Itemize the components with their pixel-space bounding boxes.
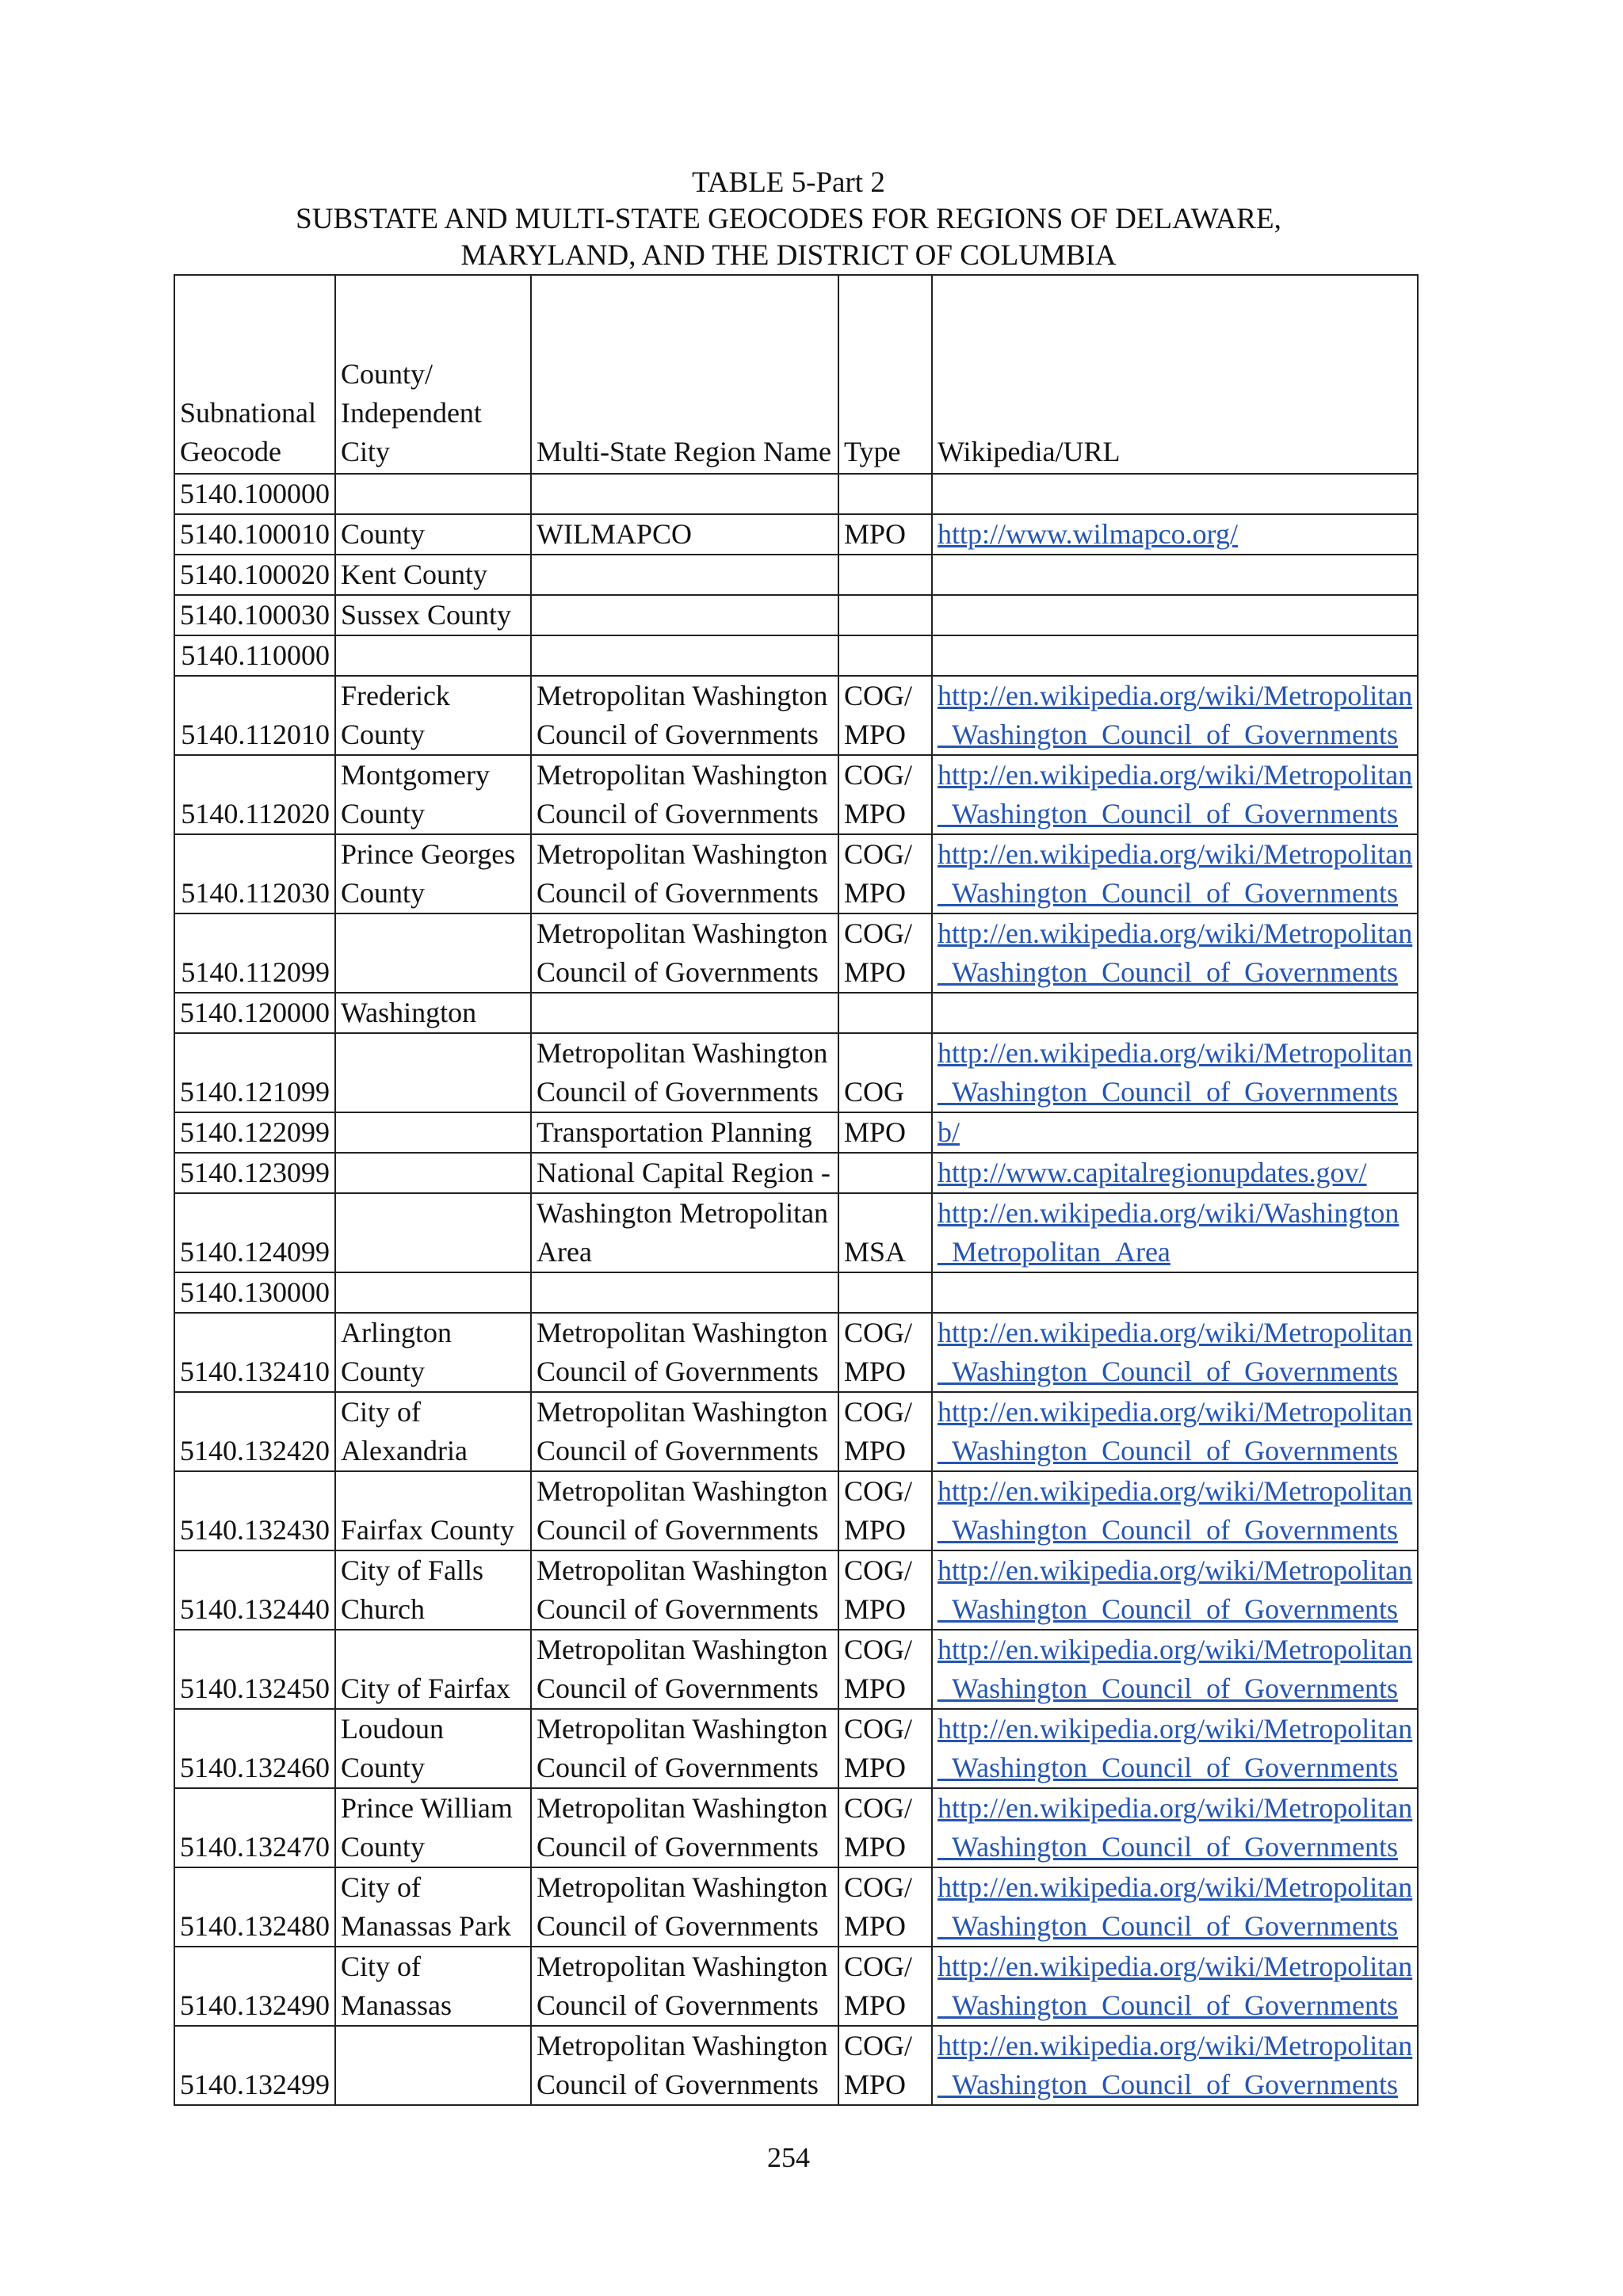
wikipedia-link[interactable]: http://en.wikipedia.org/wiki/Metropolitan [938,759,1413,791]
type-line: MPO [844,1356,907,1387]
region-cell [531,555,838,595]
table-row [174,1630,1418,1709]
wikipedia-link[interactable]: _Washington_Council_of_Governments [938,1910,1399,1942]
type-cell [838,514,932,555]
table-row [174,1550,1418,1630]
county-cell [335,474,531,514]
geocode-cell: 5140.132490 [174,1947,335,2026]
wikipedia-link[interactable]: _Washington_Council_of_Governments [938,1435,1399,1466]
type-cell [838,1471,932,1550]
region-cell [531,1630,838,1709]
type-cell [838,1313,932,1392]
county-cell [335,1867,531,1947]
county-cell [335,1033,531,1112]
url-cell [932,1112,1418,1153]
geocode-cell: 5140.132480 [174,1867,335,1947]
geocode-cell: 5140.132430 [174,1471,335,1550]
type-line: COG [844,1076,905,1108]
geocode-cell: 5140.112099 [174,913,335,993]
type-line: COG/ [844,1554,913,1586]
region-line: Metropolitan Washington [537,1792,828,1824]
county-cell [335,1313,531,1392]
region-line: WILMAPCO [537,518,692,550]
region-cell [531,1033,838,1112]
region-cell [531,2026,838,2105]
type-cell [838,913,932,993]
wikipedia-link[interactable]: _Washington_Council_of_Governments [938,877,1399,909]
county-line: County [341,798,426,830]
geocode-cell: 5140.100030 [174,595,335,635]
region-cell [531,514,838,555]
url-cell [932,1471,1418,1550]
county-line: Washington [341,997,477,1028]
table-row [174,555,1418,595]
region-cell [531,834,838,913]
county-cell [335,555,531,595]
type-cell [838,555,932,595]
url-cell [932,834,1418,913]
county-cell [335,834,531,913]
county-line: County [341,518,426,550]
type-cell [838,1867,932,1947]
table-row [174,1193,1418,1272]
region-line: Council of Governments [537,877,819,909]
url-cell [932,1153,1418,1193]
county-cell [335,1272,531,1313]
url-cell [932,1392,1418,1471]
geocode-cell: 5140.122099 [174,1112,335,1153]
county-cell [335,514,531,555]
type-line: COG/ [844,1871,913,1903]
geocode-cell: 5140.112020 [174,755,335,834]
geocode-cell: 5140.132460 [174,1709,335,1788]
wikipedia-link[interactable]: http://en.wikipedia.org/wiki/Washington [938,1197,1400,1229]
header-geocode: Subnational Geocode [174,275,335,474]
region-line: National Capital Region - [537,1157,831,1188]
type-line: MPO [844,798,907,830]
type-line: MPO [844,1514,907,1546]
table-row [174,755,1418,834]
type-line: MPO [844,1672,907,1704]
region-cell [531,676,838,755]
region-cell [531,1153,838,1193]
url-cell [932,1550,1418,1630]
region-line: Council of Governments [537,1076,819,1108]
county-line: Prince William [341,1792,513,1824]
table-title [0,165,1577,274]
county-line [341,1630,525,1669]
county-line: Alexandria [341,1435,468,1466]
county-line: Sussex County [341,599,512,631]
geocode-cell: 5140.100010 [174,514,335,555]
wikipedia-link[interactable]: _Washington_Council_of_Governments [938,2069,1399,2100]
region-line: Council of Governments [537,719,819,750]
table-row [174,1947,1418,2026]
region-cell [531,1947,838,2026]
county-cell [335,635,531,676]
url-cell [932,555,1418,595]
region-cell [531,1550,838,1630]
wikipedia-link[interactable]: http://en.wikipedia.org/wiki/Metropolitan [938,680,1413,711]
header-region: Multi-State Region Name [531,275,838,474]
url-cell [932,913,1418,993]
table-row [174,1471,1418,1550]
wikipedia-link[interactable]: http://www.capitalregionupdates.gov/ [938,1157,1367,1188]
type-cell [838,1272,932,1313]
county-line: City of [341,1871,422,1903]
url-cell [932,1193,1418,1272]
region-line: Council of Governments [537,1831,819,1863]
type-line: MPO [844,1752,907,1783]
region-line: Council of Governments [537,1752,819,1783]
region-cell [531,1272,838,1313]
county-line: City of Fairfax [341,1672,510,1704]
wikipedia-link[interactable]: _Metropolitan_Area [938,1236,1170,1268]
type-line: COG/ [844,1713,913,1745]
geocode-cell: 5140.100020 [174,555,335,595]
wikipedia-link[interactable]: _Washington_Council_of_Governments [938,1514,1399,1546]
county-line: City of Falls [341,1554,484,1586]
county-line: Manassas Park [341,1910,511,1942]
type-line: MPO [844,1593,907,1625]
type-line [844,1194,926,1233]
header-county: County/ Independent City [335,275,531,474]
geocode-cell: 5140.132470 [174,1788,335,1867]
county-cell [335,1550,531,1630]
type-cell [838,1112,932,1153]
type-line: MPO [844,1910,907,1942]
county-cell [335,1153,531,1193]
county-cell [335,676,531,755]
wikipedia-link[interactable]: http://en.wikipedia.org/wiki/Metropolitan [938,1396,1413,1428]
table-row [174,2026,1418,2105]
url-cell [932,1272,1418,1313]
wikipedia-link[interactable]: http://en.wikipedia.org/wiki/Metropolitan [938,1037,1413,1069]
region-line: Council of Governments [537,1435,819,1466]
type-line: COG/ [844,1317,913,1348]
county-line: Loudoun [341,1713,444,1745]
wikipedia-link[interactable]: http://www.wilmapco.org/ [938,518,1238,550]
region-line: Transportation Planning [537,1116,812,1148]
region-line: Washington Metropolitan [537,1197,829,1229]
wikipedia-link[interactable]: http://en.wikipedia.org/wiki/Metropolitan [938,1792,1413,1824]
region-line: Council of Governments [537,798,819,830]
table-row [174,635,1418,676]
county-line: Prince Georges [341,838,516,870]
wikipedia-link[interactable]: http://en.wikipedia.org/wiki/Metropolitan [938,1475,1413,1507]
region-line: Metropolitan Washington [537,838,828,870]
url-cell [932,993,1418,1033]
table-title-line2: SUBSTATE AND MULTI-STATE GEOCODES FOR REGIONS OF DELAWARE, [296,203,1281,235]
county-line: City of [341,1396,422,1428]
county-cell [335,2026,531,2105]
geocode-table [174,274,1419,2106]
type-cell [838,834,932,913]
type-line: COG/ [844,838,913,870]
header-row [174,275,1418,474]
table-row [174,1272,1418,1313]
type-line: COG/ [844,1475,913,1507]
county-line: Montgomery [341,759,490,791]
url-cell [932,1033,1418,1112]
county-cell [335,755,531,834]
region-line: Metropolitan Washington [537,2030,828,2061]
header-url: Wikipedia/URL [932,275,1418,474]
county-cell [335,1947,531,2026]
table-row [174,514,1418,555]
url-cell [932,1947,1418,2026]
region-line: Council of Governments [537,1672,819,1704]
url-cell [932,2026,1418,2105]
table-row [174,1709,1418,1788]
type-line: COG/ [844,1951,913,1982]
type-line: MPO [844,1435,907,1466]
geocode-cell: 5140.132499 [174,2026,335,2105]
region-cell [531,1313,838,1392]
wikipedia-link[interactable]: _Washington_Council_of_Governments [938,1356,1399,1387]
wikipedia-link[interactable]: http://en.wikipedia.org/wiki/Metropolitan [938,1317,1413,1348]
wikipedia-link[interactable]: _Washington_Council_of_Governments [938,798,1399,830]
type-cell [838,1788,932,1867]
table-row [174,595,1418,635]
county-line: County [341,1356,426,1387]
wikipedia-link[interactable]: http://en.wikipedia.org/wiki/Metropolitan [938,1871,1413,1903]
type-line: MPO [844,719,907,750]
county-line: Frederick [341,680,450,711]
url-cell [932,474,1418,514]
region-cell [531,1392,838,1471]
region-line: Council of Governments [537,1514,819,1546]
region-line: Metropolitan Washington [537,1475,828,1507]
region-line: Council of Governments [537,956,819,988]
region-line: Metropolitan Washington [537,1037,828,1069]
type-line: MPO [844,1989,907,2021]
region-line: Council of Governments [537,1356,819,1387]
county-line: City of [341,1951,422,1982]
region-line: Council of Governments [537,2069,819,2100]
table-row [174,1788,1418,1867]
county-line: County [341,1752,426,1783]
county-cell [335,1630,531,1709]
geocode-cell: 5140.121099 [174,1033,335,1112]
url-cell [932,595,1418,635]
table-row [174,1313,1418,1392]
type-line [844,1034,926,1073]
county-line: County [341,877,426,909]
wikipedia-link[interactable]: http://en.wikipedia.org/wiki/Metropolitan [938,1554,1413,1586]
region-cell [531,1112,838,1153]
type-line: MPO [844,1116,907,1148]
type-cell [838,1630,932,1709]
county-line: Fairfax County [341,1514,514,1546]
geocode-cell: 5140.132450 [174,1630,335,1709]
county-cell [335,1709,531,1788]
table-row [174,993,1418,1033]
url-cell [932,514,1418,555]
type-cell [838,595,932,635]
table-row [174,1033,1418,1112]
table-row [174,1867,1418,1947]
type-cell [838,1153,932,1193]
region-line: Metropolitan Washington [537,1713,828,1745]
type-line: COG/ [844,759,913,791]
geocode-cell: 5140.120000 [174,993,335,1033]
type-cell [838,1550,932,1630]
wikipedia-link[interactable]: http://en.wikipedia.org/wiki/Metropolitan [938,1634,1413,1665]
geocode-cell: 5140.110000 [174,635,335,676]
type-cell [838,474,932,514]
type-cell [838,755,932,834]
wikipedia-link[interactable]: _Washington_Council_of_Governments [938,1672,1399,1704]
type-cell [838,2026,932,2105]
url-cell [932,1313,1418,1392]
table-body [174,474,1418,2105]
region-line: Metropolitan Washington [537,1951,828,1982]
wikipedia-link[interactable]: _Washington_Council_of_Governments [938,1831,1399,1863]
region-line: Area [537,1236,592,1268]
geocode-cell: 5140.132420 [174,1392,335,1471]
region-line: Metropolitan Washington [537,1317,828,1348]
table-row [174,1112,1418,1153]
wikipedia-link[interactable]: b/ [938,1116,960,1148]
type-line: COG/ [844,1792,913,1824]
region-line: Metropolitan Washington [537,680,828,711]
table-title-line1: TABLE 5-Part 2 [692,166,885,199]
county-line: Kent County [341,559,487,590]
wikipedia-link[interactable]: _Washington_Council_of_Governments [938,719,1399,750]
wikipedia-link[interactable]: http://en.wikipedia.org/wiki/Metropolitan [938,2030,1413,2061]
wikipedia-link[interactable]: _Washington_Council_of_Governments [938,1989,1399,2021]
county-cell [335,595,531,635]
header-type: Type [838,275,932,474]
county-cell [335,1112,531,1153]
region-cell [531,755,838,834]
url-cell [932,1867,1418,1947]
wikipedia-link[interactable]: http://en.wikipedia.org/wiki/Metropolitan [938,838,1413,870]
wikipedia-link[interactable]: http://en.wikipedia.org/wiki/Metropolitan [938,1713,1413,1745]
region-cell [531,474,838,514]
geocode-cell: 5140.100000 [174,474,335,514]
type-cell [838,676,932,755]
wikipedia-link[interactable]: _Washington_Council_of_Governments [938,1076,1399,1108]
table-row [174,676,1418,755]
type-cell [838,1392,932,1471]
type-cell [838,1947,932,2026]
region-line: Council of Governments [537,1989,819,2021]
region-line: Council of Governments [537,1910,819,1942]
type-line: COG/ [844,1634,913,1665]
geocode-cell: 5140.112010 [174,676,335,755]
page-number: 254 [767,2142,810,2173]
county-line [341,1472,525,1511]
county-cell [335,993,531,1033]
region-cell [531,635,838,676]
county-line: County [341,719,426,750]
geocode-cell: 5140.130000 [174,1272,335,1313]
wikipedia-link[interactable]: http://en.wikipedia.org/wiki/Metropolitan [938,1951,1413,1982]
region-line: Metropolitan Washington [537,759,828,791]
table-row [174,834,1418,913]
county-cell [335,1471,531,1550]
type-line: COG/ [844,917,913,949]
region-line: Metropolitan Washington [537,1554,828,1586]
type-cell [838,1709,932,1788]
type-line: MPO [844,2069,907,2100]
table-row [174,1153,1418,1193]
table-title-line3: MARYLAND, AND THE DISTRICT OF COLUMBIA [460,239,1117,272]
region-line: Metropolitan Washington [537,1871,828,1903]
type-line: MPO [844,1831,907,1863]
type-line: COG/ [844,2030,913,2061]
type-line: MPO [844,877,907,909]
type-cell [838,1193,932,1272]
county-cell [335,913,531,993]
url-cell [932,755,1418,834]
type-line: MPO [844,518,907,550]
url-cell [932,1630,1418,1709]
url-cell [932,635,1418,676]
region-line: Metropolitan Washington [537,917,828,949]
geocode-cell: 5140.123099 [174,1153,335,1193]
url-cell [932,1709,1418,1788]
type-cell [838,1033,932,1112]
region-cell [531,993,838,1033]
type-cell [838,993,932,1033]
geocode-cell: 5140.132410 [174,1313,335,1392]
url-cell [932,1788,1418,1867]
type-line: MPO [844,956,907,988]
geocode-cell: 5140.132440 [174,1550,335,1630]
region-cell [531,595,838,635]
region-line: Metropolitan Washington [537,1634,828,1665]
region-cell [531,913,838,993]
type-line: COG/ [844,1396,913,1428]
county-line: Manassas [341,1989,452,2021]
table-row [174,474,1418,514]
region-cell [531,1867,838,1947]
wikipedia-link[interactable]: _Washington_Council_of_Governments [938,1752,1399,1783]
county-cell [335,1193,531,1272]
region-cell [531,1788,838,1867]
table-row [174,1392,1418,1471]
url-cell [932,676,1418,755]
geocode-cell: 5140.112030 [174,834,335,913]
region-cell [531,1471,838,1550]
county-line: County [341,1831,426,1863]
county-cell [335,1788,531,1867]
wikipedia-link[interactable]: http://en.wikipedia.org/wiki/Metropolitan [938,917,1413,949]
type-line: MSA [844,1236,907,1268]
region-cell [531,1709,838,1788]
region-line: Council of Governments [537,1593,819,1625]
wikipedia-link[interactable]: _Washington_Council_of_Governments [938,1593,1399,1625]
county-cell [335,1392,531,1471]
type-line: COG/ [844,680,913,711]
county-line: Arlington [341,1317,452,1348]
county-line: Church [341,1593,425,1625]
region-line: Metropolitan Washington [537,1396,828,1428]
type-cell [838,635,932,676]
region-cell [531,1193,838,1272]
wikipedia-link[interactable]: _Washington_Council_of_Governments [938,956,1399,988]
geocode-cell: 5140.124099 [174,1193,335,1272]
table-row [174,913,1418,993]
